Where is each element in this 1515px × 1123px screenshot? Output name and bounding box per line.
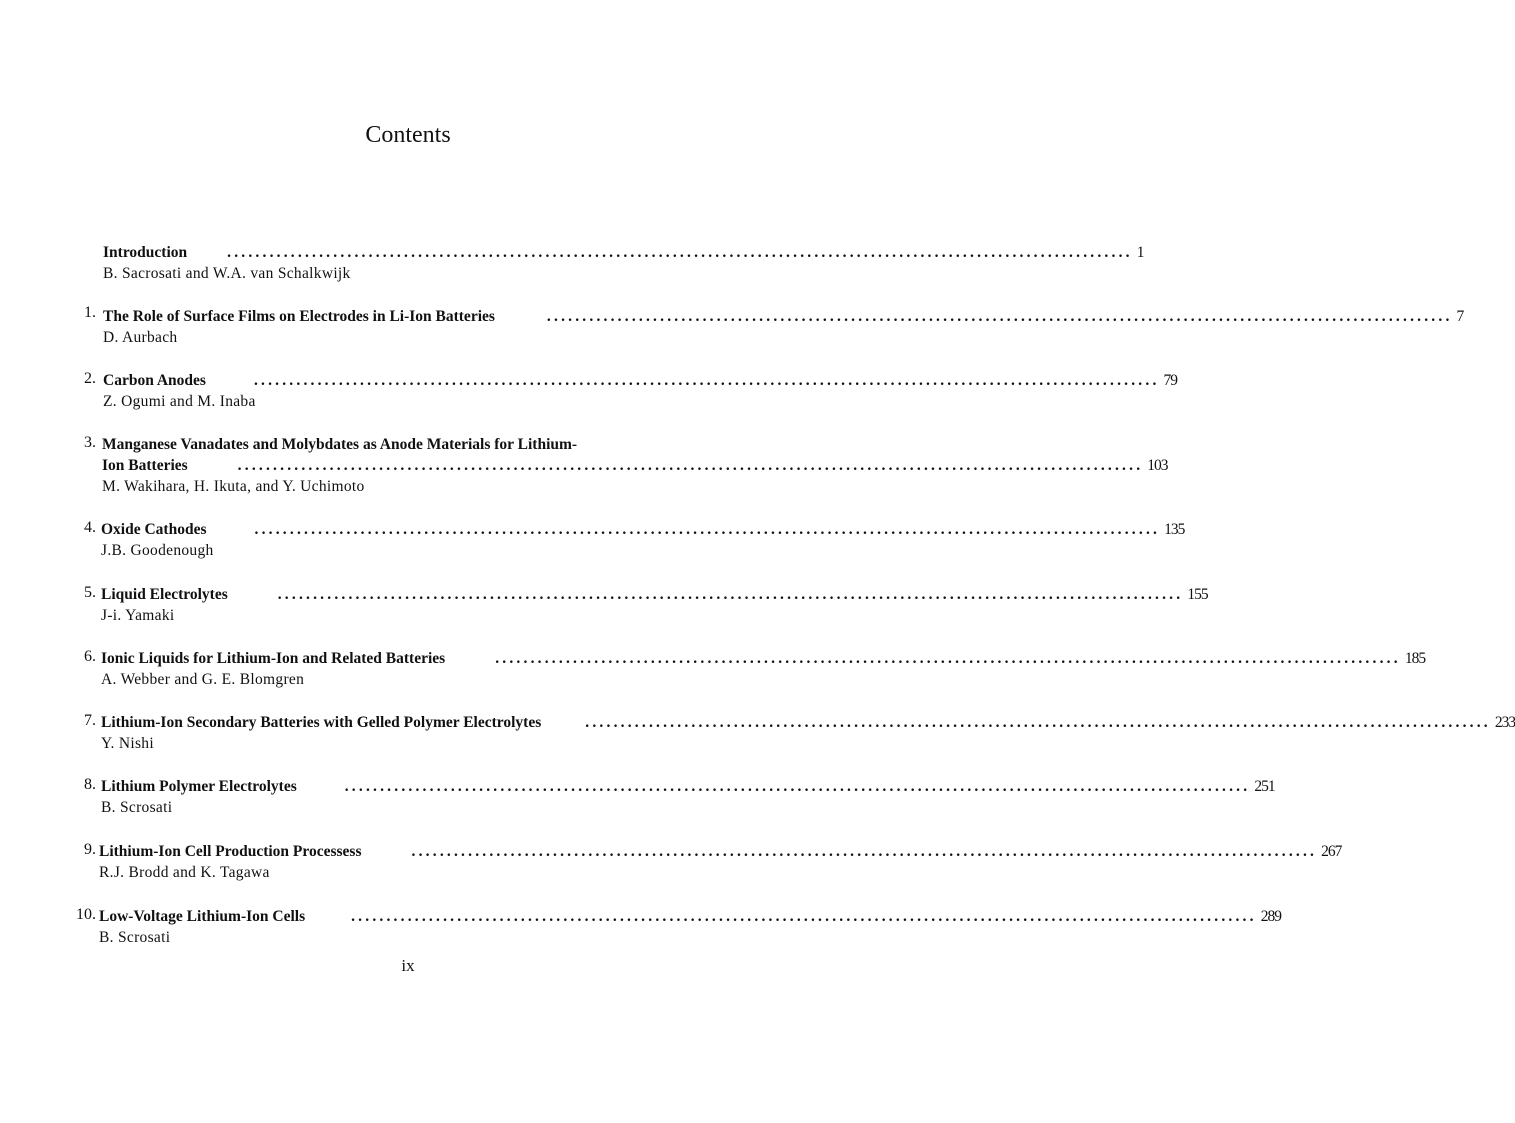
entry-page-number: 267 (1321, 843, 1342, 860)
entry-title-line (99, 906, 1281, 927)
entry-number: 7. (84, 712, 96, 729)
entry-page-number: 79 (1163, 372, 1178, 389)
entry-page-number: 251 (1254, 778, 1275, 795)
entry-body (101, 712, 1515, 754)
entry-page-number: 7 (1456, 308, 1464, 325)
entry-authors: Z. Ogumi and M. Inaba (103, 393, 256, 410)
entry-body (99, 841, 1342, 883)
entry-body (103, 242, 1144, 284)
entry-number: 10. (76, 906, 96, 923)
entry-title: Lithium-Ion Secondary Batteries with Gelled Polymer Electrolytes (101, 714, 542, 731)
entry-title: Introduction (103, 244, 188, 261)
entry-title-line (101, 519, 1185, 540)
entry-authors: D. Aurbach (103, 329, 178, 346)
entry-title-line (103, 242, 1144, 263)
entry-authors: Y. Nishi (101, 735, 154, 752)
entry-authors: B. Scrosati (99, 929, 171, 946)
entry-body (101, 519, 1185, 561)
entry-authors: B. Scrosati (101, 799, 173, 816)
dot-leader: ................................................................................................................................ (351, 908, 1257, 925)
entry-page-number: 1 (1136, 244, 1144, 261)
entry-body (101, 648, 1426, 690)
entry-number: 6. (84, 648, 96, 665)
entry-title: Lithium-Ion Cell Production Processess (99, 843, 362, 860)
entry-title: Carbon Anodes (103, 372, 206, 389)
entry-authors: M. Wakihara, H. Ikuta, and Y. Uchimoto (102, 478, 365, 495)
entry-title: Oxide Cathodes (101, 521, 207, 538)
dot-leader: ................................................................................................................................ (495, 650, 1401, 667)
dot-leader: ................................................................................................................................ (546, 308, 1453, 325)
entry-title-line (103, 306, 1464, 327)
entry-number: 4. (84, 519, 96, 536)
dot-leader: ................................................................................................................................ (585, 714, 1491, 731)
entry-page-number: 103 (1147, 457, 1168, 474)
dot-leader: ................................................................................................................................ (411, 843, 1318, 860)
entry-number: 9. (84, 841, 96, 858)
entry-title: The Role of Surface Films on Electrodes in Li-Ion Batteries (103, 308, 495, 325)
entry-title: Low-Voltage Lithium-Ion Cells (99, 908, 306, 925)
entry-title-line (102, 455, 1168, 476)
dot-leader: ................................................................................................................................ (253, 372, 1160, 389)
entry-title: Lithium Polymer Electrolytes (101, 778, 297, 795)
entry-page-number: 185 (1404, 650, 1426, 667)
entry-number: 8. (84, 776, 96, 793)
entry-title: Manganese Vanadates and Molybdates as Anode Materials for Lithium- (102, 436, 578, 453)
entry-authors: A. Webber and G. E. Blomgren (101, 671, 305, 688)
page-folio: ix (401, 956, 415, 975)
entry-title-line (101, 584, 1208, 605)
entry-number: 2. (84, 370, 96, 387)
entry-title-continued: Ion Batteries (102, 457, 188, 474)
entry-page-number: 289 (1260, 908, 1281, 925)
dot-leader: ................................................................................................................................ (254, 521, 1161, 538)
entry-body (103, 306, 1464, 348)
entry-title-line (103, 370, 1178, 391)
entry-title-line (101, 712, 1515, 733)
entry-page-number: 233 (1494, 714, 1515, 731)
dot-leader: ................................................................................................................................ (344, 778, 1251, 795)
entry-title: Liquid Electrolytes (101, 586, 228, 603)
entry-page-number: 135 (1164, 521, 1185, 538)
entry-number: 5. (84, 584, 96, 601)
entry-number: 3. (84, 434, 96, 451)
entry-authors: J.B. Goodenough (101, 542, 214, 559)
dot-leader: ................................................................................................................................ (227, 244, 1133, 261)
entry-title: Ionic Liquids for Lithium-Ion and Related Batteries (101, 650, 446, 667)
entry-number: 1. (84, 304, 96, 321)
entry-title-line (99, 841, 1342, 862)
entry-title-line (101, 776, 1275, 797)
entry-authors: B. Sacrosati and W.A. van Schalkwijk (103, 265, 351, 282)
entry-body (103, 370, 1178, 412)
dot-leader: ................................................................................................................................ (277, 586, 1184, 603)
entry-title-line (101, 648, 1426, 669)
page-title: Contents (365, 122, 451, 148)
entry-authors: R.J. Brodd and K. Tagawa (99, 864, 270, 881)
entry-body (101, 776, 1275, 818)
entry-authors: J-i. Yamaki (101, 607, 175, 624)
entry-body (99, 906, 1281, 948)
entry-body (102, 434, 1168, 497)
dot-leader: ................................................................................................................................ (237, 457, 1144, 474)
entry-page-number: 155 (1187, 586, 1208, 603)
entry-body (101, 584, 1208, 626)
